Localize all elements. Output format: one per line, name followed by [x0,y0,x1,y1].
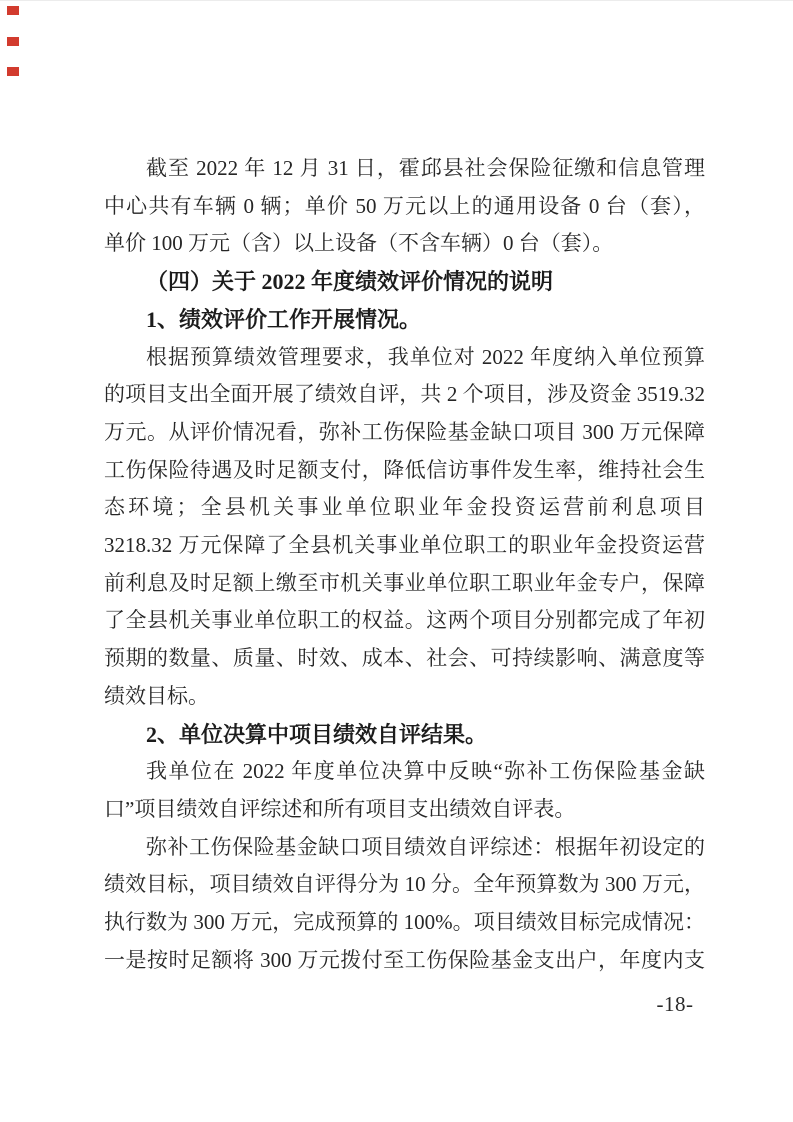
text-line: 绩效目标，项目绩效自评得分为 10 分。全年预算数为 300 万元， [104,872,705,897]
corner-mark-icon [7,6,19,15]
text-line: 态环境；全县机关事业单位职业年金投资运营前利息项目 [104,495,705,520]
text-line: 单价 100 万元（含）以上设备（不含车辆）0 台（套）。 [104,231,614,256]
corner-marks [7,6,21,78]
text-line: 工伤保险待遇及时足额支付，降低信访事件发生率，维持社会生 [104,457,705,482]
text-line: 根据预算绩效管理要求，我单位对 2022 年度纳入单位预算 [146,344,705,369]
corner-mark-icon [7,67,19,76]
section-heading: （四）关于 2022 年度绩效评价情况的说明 [146,269,554,295]
subsection-heading: 2、单位决算中项目绩效自评结果。 [146,721,488,747]
text-line: 了全县机关事业单位职工的权益。这两个项目分别都完成了年初 [104,608,705,633]
text-line: 截至 2022 年 12 月 31 日，霍邱县社会保险征缴和信息管理 [146,156,705,180]
text-line: 的项目支出全面开展了绩效自评，共 2 个项目，涉及资金 3519.32 [104,382,705,407]
text-line: 执行数为 300 万元，完成预算的 100%。项目绩效目标完成情况： [104,910,705,935]
text-line: 弥补工伤保险基金缺口项目绩效自评综述：根据年初设定的 [146,834,705,859]
text-line: 预期的数量、质量、时效、成本、社会、可持续影响、满意度等 [104,646,705,671]
text-line: 中心共有车辆 0 辆；单价 50 万元以上的通用设备 0 台（套）， [104,193,705,218]
document-body [104,150,705,979]
text-line: 3218.32 万元保障了全县机关事业单位职工的职业年金投资运营 [104,533,705,558]
corner-mark-icon [7,37,19,46]
text-line: 一是按时足额将 300 万元拨付至工伤保险基金支出户，年度内支 [104,947,705,972]
text-line: 前利息及时足额上缴至市机关事业单位职工职业年金专户，保障 [104,570,705,595]
text-line: 我单位在 2022 年度单位决算中反映“弥补工伤保险基金缺 [146,759,705,784]
subsection-heading: 1、绩效评价工作开展情况。 [146,306,422,332]
text-line: 绩效目标。 [104,683,209,708]
page-number: -18- [656,992,694,1016]
text-line: 口”项目绩效自评综述和所有项目支出绩效自评表。 [104,796,576,821]
text-line: 万元。从评价情况看，弥补工伤保险基金缺口项目 300 万元保障 [104,419,705,444]
